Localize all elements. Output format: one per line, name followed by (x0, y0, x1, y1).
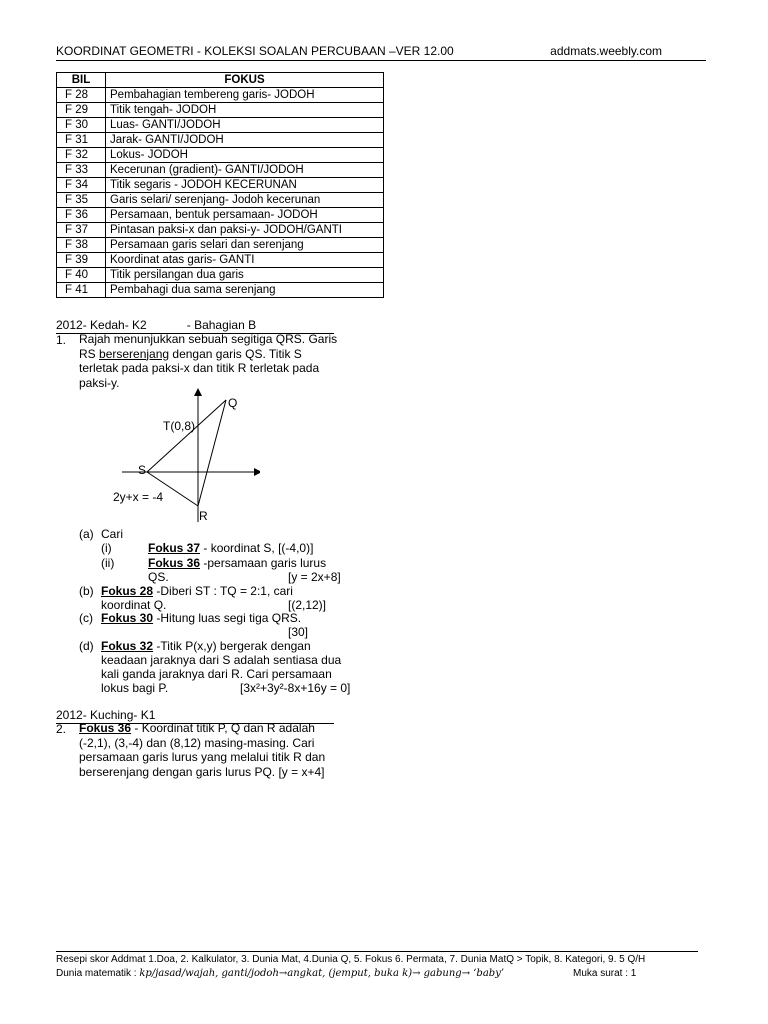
part-b-content (101, 584, 293, 598)
footer-label: Dunia matematik : (56, 968, 140, 979)
fokus-description-cell: Lokus- JODOH (106, 148, 384, 163)
label-t: T(0,8) (163, 419, 196, 433)
fokus-description-cell: Persamaan garis selari dan serenjang (106, 238, 384, 253)
table-row (57, 283, 384, 298)
fokus-description-cell: Persamaan, bentuk persamaan- JODOH (106, 208, 384, 223)
part-b-answer: [(2,12)] (288, 598, 327, 612)
table-row (57, 193, 384, 208)
intro-line-4: paksi-y. (79, 375, 120, 390)
fokus-description-cell: Pembahagian tembereng garis- JODOH (106, 88, 384, 103)
part-d-answer: [3x²+3y²-8x+16y = 0] (240, 681, 351, 695)
part-b-text-2: koordinat Q. (101, 598, 167, 612)
side-sq (147, 400, 226, 472)
table-row (57, 88, 384, 103)
table-row (57, 178, 384, 193)
table-row (57, 238, 384, 253)
part-d-label: (d) (79, 639, 94, 653)
fokus-37-ref: Fokus 37 (148, 541, 201, 555)
fokus-description-cell: Garis selari/ serenjang- Jodoh kecerunan (106, 193, 384, 208)
fokus-36-ref-q2: Fokus 36 (79, 721, 132, 735)
fokus-description-cell: Pintasan paksi-x dan paksi-y- JODOH/GANTI (106, 223, 384, 238)
table-row (57, 118, 384, 133)
part-b-text: -Diberi ST : TQ = 2:1, cari (153, 584, 293, 598)
page-number: Muka surat : 1 (573, 968, 637, 979)
perpendicular-term: berserenjang (99, 346, 170, 361)
header-title: KOORDINAT GEOMETRI - KOLEKSI SOALAN PERCUBAAN –VER 12.00 (56, 44, 454, 58)
table-row (57, 223, 384, 238)
table-row (57, 103, 384, 118)
table-row (57, 253, 384, 268)
column-header-bil: BIL (57, 73, 106, 88)
part-a-text: Cari (101, 527, 124, 541)
q2-line-1 (79, 721, 369, 736)
fokus-36-ref: Fokus 36 (148, 556, 201, 570)
intro-line-2 (79, 347, 369, 362)
fokus-code-cell: F 36 (57, 208, 106, 223)
part-d-text: -Titik P(x,y) bergerak dengan (153, 639, 311, 653)
part-aii-answer: [y = 2x+8] (288, 570, 341, 584)
fokus-code-cell: F 34 (57, 178, 106, 193)
label-s: S (138, 463, 147, 477)
fokus-code-cell: F 29 (57, 103, 106, 118)
intro-text: RS (79, 346, 100, 361)
part-ai-content (148, 541, 313, 555)
label-line-equation: 2y+x = -4 (113, 490, 164, 504)
part-aii-label: (ii) (101, 556, 115, 570)
question-1-number: 1. (56, 333, 67, 347)
question-2-body (79, 721, 369, 779)
fokus-description-cell: Kecerunan (gradient)- GANTI/JODOH (106, 163, 384, 178)
fokus-28-ref: Fokus 28 (101, 584, 154, 598)
part-ai-label: (i) (101, 541, 112, 555)
section-2-title: 2012- Kuching- K1 (56, 708, 334, 724)
fokus-description-cell: Jarak- GANTI/JODOH (106, 133, 384, 148)
side-qr (198, 400, 226, 506)
part-d-text-3: kali ganda jaraknya dari R. Cari persamaan (101, 667, 332, 681)
header-website: addmats.weebly.com (550, 44, 662, 58)
part-c-text: -Hitung luas segi tiga QRS. (153, 611, 302, 625)
q2-line-4: berserenjang dengan garis lurus PQ. [y = x+4] (79, 764, 325, 779)
table-row (57, 163, 384, 178)
part-c-answer: [30] (288, 625, 309, 639)
part-c-content (101, 611, 301, 625)
table-row (57, 148, 384, 163)
part-a-label: (a) (79, 527, 94, 541)
q2-line-2: (-2,1), (3,-4) dan (8,12) masing-masing. Cari (79, 735, 315, 750)
fokus-code-cell: F 35 (57, 193, 106, 208)
question-1-intro (79, 332, 369, 390)
intro-line-3: terletak pada paksi-x dan titik R terletak pada (79, 361, 320, 376)
fokus-32-ref: Fokus 32 (101, 639, 154, 653)
table-row (57, 268, 384, 283)
section-1-title: 2012- Kedah- K2 - Bahagian B (56, 318, 334, 334)
page-footer (56, 951, 698, 979)
part-aii-text-2: QS. (148, 570, 169, 584)
triangle-diagram (110, 388, 260, 528)
footer-handwritten-note: kp/jasad/wajah, ganti/jodoh→angkat, (jemput, buka k)→ gabung→ ‘baby’ (139, 968, 505, 979)
fokus-code-cell: F 40 (57, 268, 106, 283)
fokus-description-cell: Titik tengah- JODOH (106, 103, 384, 118)
part-d-content (101, 639, 311, 653)
fokus-code-cell: F 31 (57, 133, 106, 148)
fokus-code-cell: F 28 (57, 88, 106, 103)
part-c-label: (c) (79, 611, 93, 625)
fokus-30-ref: Fokus 30 (101, 611, 154, 625)
table-row (57, 133, 384, 148)
part-aii-content (148, 556, 326, 570)
column-header-fokus: FOKUS (106, 73, 384, 88)
fokus-description-cell: Luas- GANTI/JODOH (106, 118, 384, 133)
label-r: R (199, 509, 208, 523)
fokus-description-cell: Titik persilangan dua garis (106, 268, 384, 283)
footer-line-2 (56, 968, 637, 979)
question-2-number: 2. (56, 722, 67, 736)
table-row (57, 208, 384, 223)
fokus-description-cell: Pembahagi dua sama serenjang (106, 283, 384, 298)
part-b-label: (b) (79, 584, 94, 598)
intro-line-1: Rajah menunjukkan sebuah segitiga QRS. Garis (79, 332, 338, 346)
part-aii-text: -persamaan garis lurus (200, 556, 327, 570)
fokus-code-cell: F 37 (57, 223, 106, 238)
fokus-code-cell: F 41 (57, 283, 106, 298)
q2-text-1: - Koordinat titik P, Q dan R adalah (131, 721, 315, 735)
part-d-text-4: lokus bagi P. (101, 681, 169, 695)
label-q: Q (228, 396, 238, 410)
fokus-description-cell: Titik segaris - JODOH KECERUNAN (106, 178, 384, 193)
fokus-code-cell: F 32 (57, 148, 106, 163)
page-header (56, 44, 706, 61)
part-d-text-2: keadaan jaraknya dari S adalah sentiasa dua (101, 653, 342, 667)
fokus-description-cell: Koordinat atas garis- GANTI (106, 253, 384, 268)
fokus-code-cell: F 33 (57, 163, 106, 178)
table-header-row (57, 73, 384, 88)
footer-line-1: Resepi skor Addmat 1.Doa, 2. Kalkulator, 3. Dunia Mat, 4.Dunia Q, 5. Fokus 6. Permata, 7. Dunia MatQ > Topik, 8. Kategori, 9. 5 Q/H (56, 954, 646, 965)
fokus-code-cell: F 38 (57, 238, 106, 253)
fokus-code-cell: F 39 (57, 253, 106, 268)
q2-line-3: persamaan garis lurus yang melalui titik R dan (79, 750, 326, 765)
part-ai-text: - koordinat S, [(-4,0)] (200, 541, 314, 555)
fokus-code-cell: F 30 (57, 118, 106, 133)
intro-text: dengan garis QS. Titik S (169, 346, 302, 361)
fokus-table (56, 72, 384, 298)
